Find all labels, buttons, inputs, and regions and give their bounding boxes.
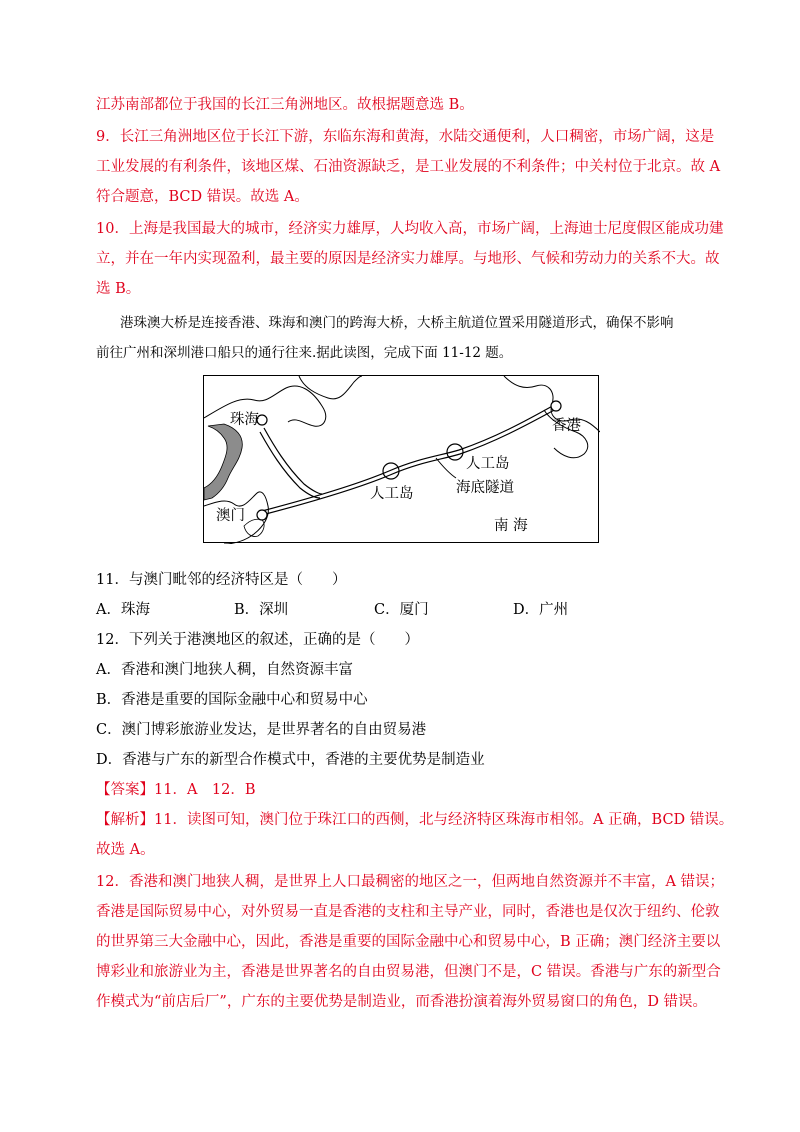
analysis-label: 【解析】 xyxy=(96,812,154,828)
label-tunnel: 海底隧道 xyxy=(456,480,514,496)
q11-option-d: D．广州 xyxy=(513,602,569,618)
analysis-line: 12．香港和澳门地狭人稠，是世界上人口最稠密的地区之一，但两地自然资源并不丰富，A 错误； xyxy=(96,874,725,890)
q9-explanation-line: 工业发展的有利条件，该地区煤、石油资源缺乏，是工业发展的不利条件；中关村位于北京。故 A xyxy=(96,159,721,175)
q10-explanation-line: 立，并在一年内实现盈利，最主要的原因是经济实力雄厚。与地形、气候和劳动力的关系不大。故 xyxy=(96,251,720,267)
analysis-line: 作模式为“前店后厂”，广东的主要优势是制造业，而香港扮演着海外贸易窗口的角色，D 错误。 xyxy=(96,994,708,1010)
q12-option-d: D．香港与广东的新型合作模式中，香港的主要优势是制造业 xyxy=(96,752,485,768)
bridge-map xyxy=(203,375,599,543)
q12-option-b: B．香港是重要的国际金融中心和贸易中心 xyxy=(96,692,368,708)
q10-explanation-line: 10．上海是我国最大的城市，经济实力雄厚，人均收入高，市场广阔，上海迪士尼度假区能成功建 xyxy=(96,221,724,237)
answer-label: 【答案】 xyxy=(96,782,154,798)
intro-line: 港珠澳大桥是连接香港、珠海和澳门的跨海大桥，大桥主航道位置采用隧道形式，确保不影响 xyxy=(120,315,674,331)
label-zhuhai: 珠海 xyxy=(230,412,259,428)
analysis-line: 香港是国际贸易中心，对外贸易一直是香港的支柱和主导产业，同时，香港也是仅次于纽约、伦敦 xyxy=(96,904,720,920)
label-macau: 澳门 xyxy=(216,508,245,524)
analysis-line: 的世界第三大金融中心，因此，香港是重要的国际金融中心和贸易中心，B 正确；澳门经济主要以 xyxy=(96,934,721,950)
q12-option-c: C．澳门博彩旅游业发达，是世界著名的自由贸易港 xyxy=(96,722,427,738)
q10-explanation-line: 选 B。 xyxy=(96,281,141,297)
q11-option-b: B．深圳 xyxy=(234,602,289,618)
q12-option-a: A．香港和澳门地狭人稠，自然资源丰富 xyxy=(96,662,353,678)
q9-explanation-line: 符合题意，BCD 错误。故选 A。 xyxy=(96,189,309,205)
intro-line: 前往广州和深圳港口船只的通行往来.据此读图，完成下面 11-12 题。 xyxy=(96,345,513,361)
map-drawing xyxy=(204,376,600,544)
label-island-2: 人工岛 xyxy=(466,456,510,472)
analysis-line: 故选 A。 xyxy=(96,842,155,858)
q12-stem: 12．下列关于港澳地区的叙述，正确的是（ ） xyxy=(96,632,419,648)
answer-text: 11．A 12．B xyxy=(154,782,256,798)
q11-stem: 11．与澳门毗邻的经济特区是（ ） xyxy=(96,572,347,588)
explanation-line: 江苏南部都位于我国的长江三角洲地区。故根据题意选 B。 xyxy=(96,97,474,113)
q9-explanation-line: 9．长江三角洲地区位于长江下游，东临东海和黄海，水陆交通便利，人口稠密，市场广阔，这是 xyxy=(96,129,715,145)
q11-option-c: C．厦门 xyxy=(374,602,429,618)
q11-option-a: A．珠海 xyxy=(96,602,150,618)
label-sea: 南 海 xyxy=(494,518,528,534)
answer-line xyxy=(96,780,256,800)
analysis-line: 博彩业和旅游业为主，香港是世界著名的自由贸易港，但澳门不是，C 错误。香港与广东的新型合 xyxy=(96,964,721,980)
analysis-q11: 11．读图可知，澳门位于珠江口的西侧，北与经济特区珠海市相邻。A 正确，BCD 错误。 xyxy=(154,812,734,828)
analysis-line xyxy=(96,810,733,830)
label-island-1: 人工岛 xyxy=(370,486,414,502)
label-hongkong: 香港 xyxy=(552,418,581,434)
